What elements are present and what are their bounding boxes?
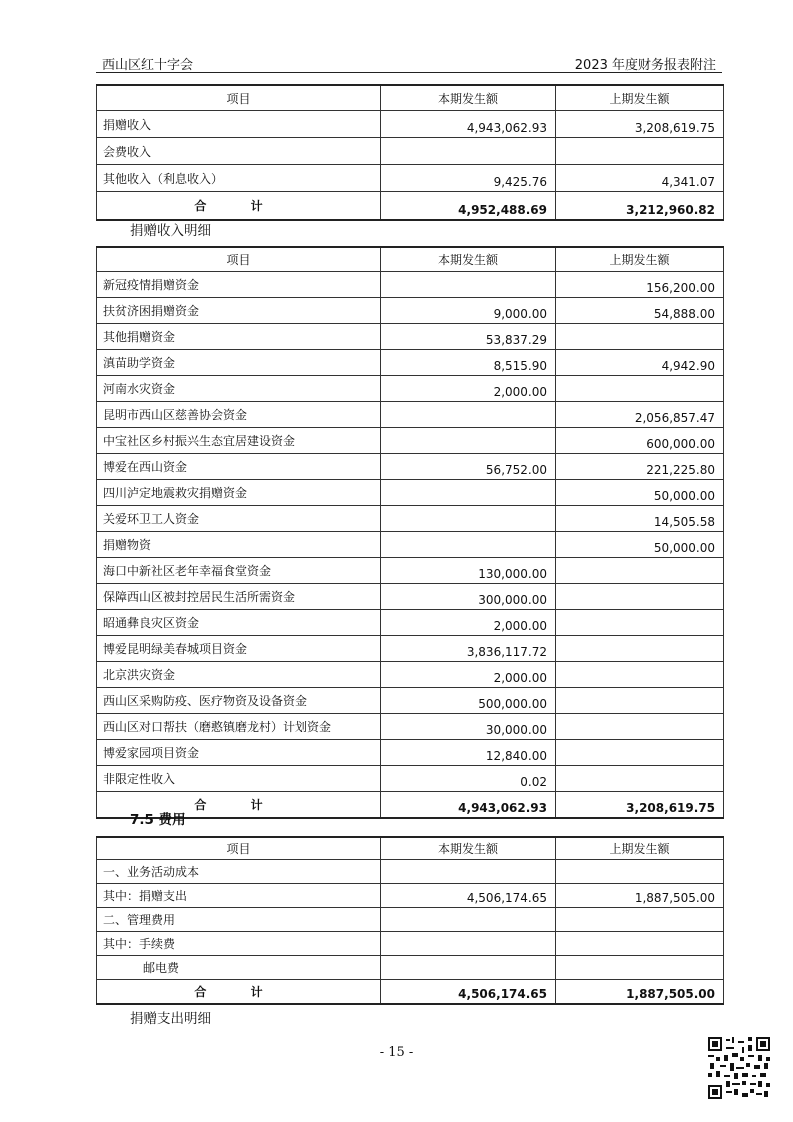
row-label: 关爱环卫工人资金: [97, 506, 381, 532]
row-label: 西山区采购防疫、医疗物资及设备资金: [97, 688, 381, 714]
current-amount: [381, 956, 556, 980]
total-label: 合 计: [97, 792, 381, 819]
income-table: [96, 84, 724, 221]
prior-amount: [556, 860, 724, 884]
column-header-item: 项目: [97, 837, 381, 860]
prior-amount: [556, 324, 724, 350]
row-label: 捐赠收入: [97, 111, 381, 138]
table-row: [97, 324, 724, 350]
prior-amount: [556, 636, 724, 662]
current-amount: 2,000.00: [381, 376, 556, 402]
prior-amount: 156,200.00: [556, 272, 724, 298]
document-title: 2023 年度财务报表附注: [574, 58, 716, 73]
current-amount: 500,000.00: [381, 688, 556, 714]
current-amount: [381, 860, 556, 884]
column-header-current: 本期发生额: [381, 85, 556, 111]
donation-income-caption: 捐赠收入明细: [130, 223, 211, 239]
table-header-row: [97, 837, 724, 860]
table-row: [97, 272, 724, 298]
current-amount: [381, 932, 556, 956]
organization-name: 西山区红十字会: [102, 58, 194, 73]
column-header-item: 项目: [97, 247, 381, 272]
table-row: [97, 480, 724, 506]
table-row: [97, 532, 724, 558]
table-row: [97, 402, 724, 428]
table-row: [97, 662, 724, 688]
current-amount: [381, 908, 556, 932]
row-label: 保障西山区被封控居民生活所需资金: [97, 584, 381, 610]
current-amount: [381, 506, 556, 532]
prior-amount: [556, 376, 724, 402]
prior-amount: 54,888.00: [556, 298, 724, 324]
prior-amount: 50,000.00: [556, 480, 724, 506]
prior-amount: 221,225.80: [556, 454, 724, 480]
prior-amount: [556, 610, 724, 636]
column-header-prior: 上期发生额: [556, 837, 724, 860]
total-prior-amount: 1,887,505.00: [556, 980, 724, 1005]
row-label: 北京洪灾资金: [97, 662, 381, 688]
current-amount: 2,000.00: [381, 610, 556, 636]
prior-amount: [556, 558, 724, 584]
expense-table: [96, 836, 724, 1005]
total-row: [97, 192, 724, 221]
current-amount: 0.02: [381, 766, 556, 792]
current-amount: [381, 480, 556, 506]
row-label: 会费收入: [97, 138, 381, 165]
table-row: [97, 636, 724, 662]
prior-amount: [556, 138, 724, 165]
total-label: 合 计: [97, 980, 381, 1005]
table-row: [97, 610, 724, 636]
row-label: 其他捐赠资金: [97, 324, 381, 350]
total-prior-amount: 3,208,619.75: [556, 792, 724, 819]
row-label: 其他收入（利息收入）: [97, 165, 381, 192]
table-row: [97, 932, 724, 956]
total-row: [97, 792, 724, 819]
row-label: 二、管理费用: [97, 908, 381, 932]
prior-amount: 1,887,505.00: [556, 884, 724, 908]
row-label: 西山区对口帮扶（磨憨镇磨龙村）计划资金: [97, 714, 381, 740]
current-amount: 12,840.00: [381, 740, 556, 766]
row-label: 捐赠物资: [97, 532, 381, 558]
total-label: 合 计: [97, 192, 381, 221]
prior-amount: [556, 956, 724, 980]
table-row: [97, 714, 724, 740]
row-label: 博爱在西山资金: [97, 454, 381, 480]
prior-amount: 4,942.90: [556, 350, 724, 376]
row-label: 一、业务活动成本: [97, 860, 381, 884]
prior-amount: 3,208,619.75: [556, 111, 724, 138]
current-amount: [381, 428, 556, 454]
current-amount: [381, 138, 556, 165]
prior-amount: [556, 932, 724, 956]
qr-code-icon: [706, 1035, 772, 1101]
row-label: 邮电费: [97, 956, 381, 980]
row-label: 其中：手续费: [97, 932, 381, 956]
table-row: [97, 908, 724, 932]
row-label: 非限定性收入: [97, 766, 381, 792]
row-label: 昆明市西山区慈善协会资金: [97, 402, 381, 428]
row-label: 其中：捐赠支出: [97, 884, 381, 908]
column-header-prior: 上期发生额: [556, 85, 724, 111]
current-amount: 300,000.00: [381, 584, 556, 610]
prior-amount: 2,056,857.47: [556, 402, 724, 428]
table-row: [97, 884, 724, 908]
prior-amount: 600,000.00: [556, 428, 724, 454]
table-row: [97, 454, 724, 480]
prior-amount: [556, 662, 724, 688]
current-amount: 8,515.90: [381, 350, 556, 376]
current-amount: 3,836,117.72: [381, 636, 556, 662]
total-prior-amount: 3,212,960.82: [556, 192, 724, 221]
table-row: [97, 740, 724, 766]
prior-amount: [556, 714, 724, 740]
row-label: 中宝社区乡村振兴生态宜居建设资金: [97, 428, 381, 454]
prior-amount: 4,341.07: [556, 165, 724, 192]
row-label: 扶贫济困捐赠资金: [97, 298, 381, 324]
table-row: [97, 558, 724, 584]
table-row: [97, 298, 724, 324]
current-amount: 4,506,174.65: [381, 884, 556, 908]
table-header-row: [97, 85, 724, 111]
row-label: 新冠疫情捐赠资金: [97, 272, 381, 298]
page-header: [96, 50, 722, 73]
table-row: [97, 688, 724, 714]
current-amount: 9,425.76: [381, 165, 556, 192]
table-row: [97, 165, 724, 192]
table-row: [97, 766, 724, 792]
column-header-current: 本期发生额: [381, 837, 556, 860]
row-label: 海口中新社区老年幸福食堂资金: [97, 558, 381, 584]
prior-amount: [556, 688, 724, 714]
prior-amount: [556, 584, 724, 610]
table-row: [97, 111, 724, 138]
table-row: [97, 860, 724, 884]
table-row: [97, 376, 724, 402]
row-label: 滇苗助学资金: [97, 350, 381, 376]
table-row: [97, 506, 724, 532]
current-amount: 2,000.00: [381, 662, 556, 688]
total-current-amount: 4,506,174.65: [381, 980, 556, 1005]
prior-amount: 50,000.00: [556, 532, 724, 558]
current-amount: 53,837.29: [381, 324, 556, 350]
table-row: [97, 956, 724, 980]
row-label: 博爱家园项目资金: [97, 740, 381, 766]
row-label: 四川泸定地震救灾捐赠资金: [97, 480, 381, 506]
column-header-item: 项目: [97, 85, 381, 111]
prior-amount: [556, 766, 724, 792]
donation-income-table: [96, 246, 724, 819]
page-number: - 15 -: [379, 1045, 414, 1060]
current-amount: [381, 532, 556, 558]
table-row: [97, 584, 724, 610]
total-current-amount: 4,943,062.93: [381, 792, 556, 819]
prior-amount: [556, 740, 724, 766]
current-amount: 130,000.00: [381, 558, 556, 584]
column-header-prior: 上期发生额: [556, 247, 724, 272]
total-current-amount: 4,952,488.69: [381, 192, 556, 221]
row-label: 昭通彝良灾区资金: [97, 610, 381, 636]
current-amount: 30,000.00: [381, 714, 556, 740]
current-amount: [381, 402, 556, 428]
table-header-row: [97, 247, 724, 272]
prior-amount: [556, 908, 724, 932]
current-amount: 4,943,062.93: [381, 111, 556, 138]
table-row: [97, 138, 724, 165]
prior-amount: 14,505.58: [556, 506, 724, 532]
column-header-current: 本期发生额: [381, 247, 556, 272]
row-label: 博爱昆明绿美春城项目资金: [97, 636, 381, 662]
row-label: 河南水灾资金: [97, 376, 381, 402]
current-amount: 56,752.00: [381, 454, 556, 480]
table-row: [97, 428, 724, 454]
donation-expense-caption: 捐赠支出明细: [130, 1011, 211, 1027]
current-amount: [381, 272, 556, 298]
table-row: [97, 350, 724, 376]
expense-section-title: 7.5 费用: [130, 812, 186, 828]
current-amount: 9,000.00: [381, 298, 556, 324]
total-row: [97, 980, 724, 1005]
